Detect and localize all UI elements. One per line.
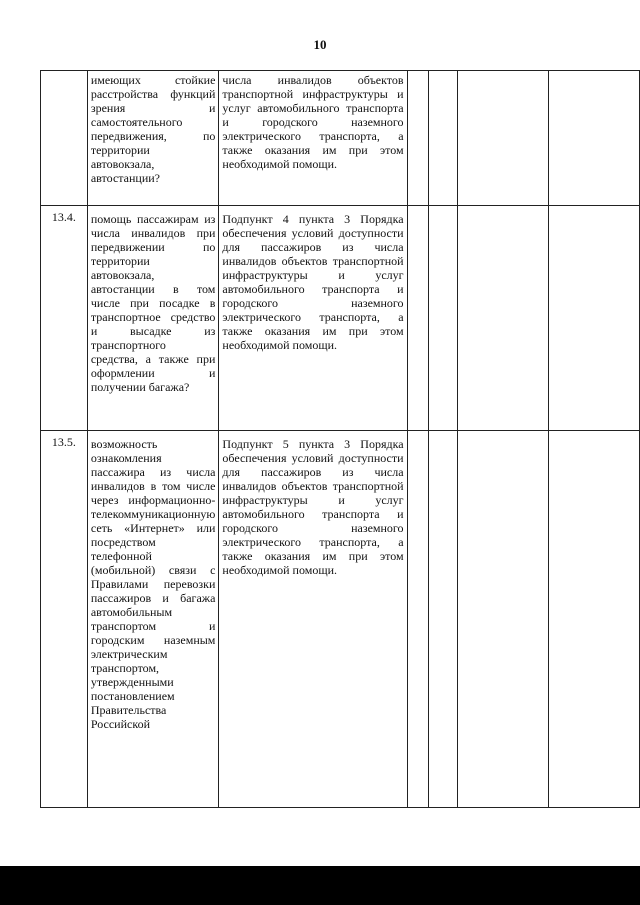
answer-yes-cell[interactable] bbox=[407, 71, 428, 206]
answer-no-cell[interactable] bbox=[428, 71, 457, 206]
reference-cell: Подпункт 5 пункта 3 Порядка обеспечения условий доступности для пассажиров из числа инвалидов объектов транспортной инфраструктуры и услуг автомобильного транспорта и городского наземного электрического транспорта, а также оказания им при этом необходимой помощи. bbox=[219, 431, 407, 808]
not-applicable-cell[interactable] bbox=[457, 206, 548, 431]
notes-cell[interactable] bbox=[548, 71, 639, 206]
reference-cell: Подпункт 4 пункта 3 Порядка обеспечения условий доступности для пассажиров из числа инвалидов объектов транспортной инфраструктуры и услуг автомобильного транспорта и городского наземного электрического транспорта, а также оказания им при этом необходимой помощи. bbox=[219, 206, 407, 431]
table-row bbox=[41, 71, 640, 206]
answer-yes-cell[interactable] bbox=[407, 431, 428, 808]
table-row bbox=[41, 431, 640, 808]
table-row bbox=[41, 206, 640, 431]
page-number: 10 bbox=[313, 37, 327, 52]
question-cell: помощь пассажирам из числа инвалидов при передвижении по территории автовокзала, автостанции в том числе при посадке в транспортное средство и высадке из транспортного средства, а также при оформлении и получении багажа? bbox=[87, 206, 219, 431]
item-number: 13.5. bbox=[41, 431, 88, 808]
checklist-table bbox=[40, 70, 640, 808]
answer-yes-cell[interactable] bbox=[407, 206, 428, 431]
notes-cell[interactable] bbox=[548, 431, 639, 808]
not-applicable-cell[interactable] bbox=[457, 431, 548, 808]
answer-no-cell[interactable] bbox=[428, 206, 457, 431]
item-number: 13.4. bbox=[41, 206, 88, 431]
answer-no-cell[interactable] bbox=[428, 431, 457, 808]
notes-cell[interactable] bbox=[548, 206, 639, 431]
reference-cell: числа инвалидов объектов транспортной инфраструктуры и услуг автомобильного транспорта и городского наземного электрического транспорта, а также оказания им при этом необходимой помощи. bbox=[219, 71, 407, 206]
scan-bottom-margin bbox=[0, 866, 640, 905]
question-cell: возможность ознакомления пассажира из числа инвалидов в том числе через информационно-телекоммуникационную сеть «Интернет» или посредством телефонной (мобильной) связи с Правилами перевозки пассажиров и багажа автомобильным транспортом и городским наземным электрическим транспортом, утвержденными постановлением Правительства Российской bbox=[87, 431, 219, 808]
item-number bbox=[41, 71, 88, 206]
not-applicable-cell[interactable] bbox=[457, 71, 548, 206]
question-cell: имеющих стойкие расстройства функций зрения и самостоятельного передвижения, по территории автовокзала, автостанции? bbox=[87, 71, 219, 206]
